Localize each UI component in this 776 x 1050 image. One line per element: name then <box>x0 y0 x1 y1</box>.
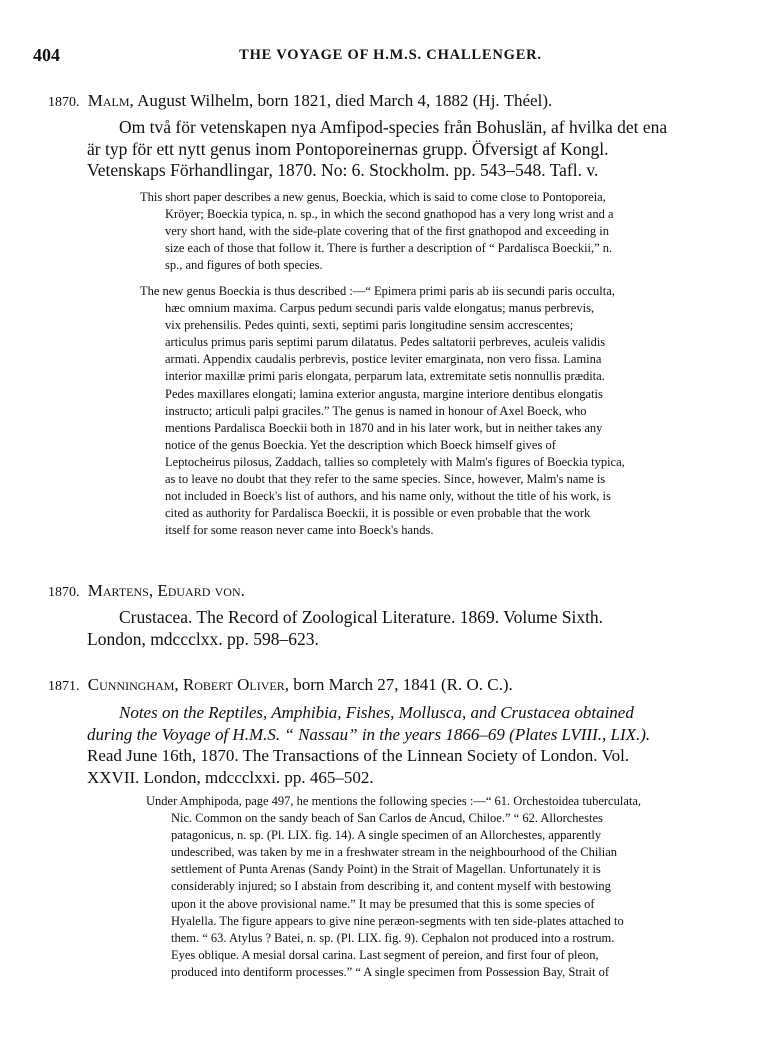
entry-heading-martens <box>48 580 738 604</box>
note-line: itself for some reason never came into Boeck's hands. <box>165 523 434 538</box>
note-line: size each of those that follow it. There is further a description of “ Pardalisca Boeckii,” n. <box>165 241 613 256</box>
note-line: Kröyer; Boeckia typica, n. sp., in which the second gnathopod has a very long wrist and a <box>165 207 614 222</box>
note-line: mentions Pardalisca Boeckii both in 1870 and in his later work, but in neither takes any <box>165 420 603 435</box>
page-number: 404 <box>33 45 60 65</box>
entry-note-malm-2 <box>140 283 736 539</box>
note-line: armati. Appendix caudalis perbrevis, postice leviter emarginata, non vero fissa. Lamina <box>165 352 602 367</box>
entry-year: 1870. <box>48 585 80 600</box>
title-line: XXVII. London, mdccclxxi. pp. 465–502. <box>87 767 374 787</box>
entry-author: Martens, Eduard von. <box>87 581 245 600</box>
note-line: notice of the genus Boeckia. Yet the description which Boeck himself gives of <box>165 437 556 452</box>
title-line: Crustacea. The Record of Zoological Literature. 1869. Volume Sixth. <box>119 607 604 627</box>
note-line: Under Amphipoda, page 497, he mentions the following species :—“ 61. Orchestoidea tuberculata, <box>146 794 642 808</box>
note-line: Pedes maxillares elongati; lamina exterior angusta, margine interiore dentibus elongatis <box>165 386 603 401</box>
note-line: patagonicus, n. sp. (Pl. LIX. fig. 14). A single specimen of an Allorchestes, apparently <box>171 828 602 843</box>
note-line: produced into dentiform processes.” “ A single specimen from Possession Bay, Strait of <box>171 964 610 979</box>
note-line: articulus primus paris septimi parum dilatatus. Pedes saltatorii perbreves, aculeis validis <box>165 335 606 350</box>
title-line: Om två för vetenskapen nya Amfipod-species från Bohuslän, af hvilka det ena <box>119 117 668 137</box>
page-header <box>33 45 748 67</box>
note-line: Hyalella. The figure appears to give nine peræon-segments with ten side-plates attached to <box>171 913 624 928</box>
note-line: Nic. Common on the sandy beach of San Carlos de Ancud, Chiloe.” “ 62. Allorchestes <box>171 811 603 826</box>
note-line: This short paper describes a new genus, Boeckia, which is said to come close to Pontoporeia, <box>140 190 606 204</box>
entry-author-details: , August Wilhelm, born 1821, died March 4, 1882 (Hj. Théel). <box>129 91 553 110</box>
note-line: undescribed, was taken by me in a freshwater stream in the neighbourhood of the Chilian <box>171 845 618 860</box>
entry-author: Malm <box>87 91 130 110</box>
note-line: interior maxillæ primi paris elongata, perparum lata, extremitate setis nonnullis prædita. <box>165 369 605 384</box>
note-line: instructo; articuli palpi graciles.” The genus is named in honour of Axel Boeck, who <box>165 403 587 418</box>
entry-heading-cunningham <box>48 674 738 698</box>
entry-author: Cunningham, Robert Oliver <box>87 675 285 694</box>
entry-title-martens <box>87 607 737 650</box>
note-line: cited as authority for Pardalisca Boeckii, it is possible or even probable that the work <box>165 506 591 521</box>
entry-year: 1871. <box>48 679 80 694</box>
entry-note-cunningham <box>146 793 738 981</box>
entry-heading-malm <box>48 90 738 114</box>
note-line: them. “ 63. Atylus ? Batei, n. sp. (Pl. LIX. fig. 9). Cephalon not produced into a rostrum. <box>171 930 615 945</box>
entry-title-malm <box>87 117 737 182</box>
note-line: hæc omnium maxima. Carpus pedum secundi paris valde elongatus; manus perbrevis, <box>165 301 595 316</box>
title-line: Vetenskaps Förhandlingar, 1870. No: 6. Stockholm. pp. 543–548. Tafl. v. <box>87 160 599 180</box>
title-line: during the Voyage of H.M.S. “ Nassau” in the years 1866–69 (Plates LVIII., LIX.). <box>87 724 651 744</box>
title-line: London, mdccclxx. pp. 598–623. <box>87 628 319 649</box>
running-title: THE VOYAGE OF H.M.S. CHALLENGER. <box>239 47 542 63</box>
note-line: The new genus Boeckia is thus described :—“ Epimera primi paris ab iis secundi paris occulta, <box>140 284 615 298</box>
note-line: upon it the above provisional name.” It may be presumed that this is some species of <box>171 896 595 911</box>
note-line: considerably injured; so I abstain from describing it, and content myself with bestowing <box>171 879 611 894</box>
note-line: as to leave no doubt that they refer to the same species. Since, however, Malm's name is <box>165 472 606 487</box>
note-line: vix prehensilis. Pedes quinti, sexti, septimi paris longitudine sensim accrescentes; <box>165 318 574 333</box>
entry-title-cunningham <box>87 702 737 788</box>
note-line: Eyes oblique. A mesial dorsal carina. Last segment of pereion, and first four of pleon, <box>171 947 599 962</box>
note-line: sp., and figures of both species. <box>165 258 323 273</box>
note-line: very short hand, with the side-plate covering that of the first gnathopod and exceeding in <box>165 224 609 239</box>
note-line: Leptocheirus pilosus, Zaddach, tallies so completely with Malm's figures of Boeckia typica, <box>165 454 625 469</box>
title-line: Notes on the Reptiles, Amphibia, Fishes, Mollusca, and Crustacea obtained <box>119 703 634 722</box>
note-line: not included in Boeck's list of authors, and his name only, without the title of his work, is <box>165 489 611 504</box>
note-line: settlement of Punta Arenas (Sandy Point) in the Strait of Magellan. Unfortunately it is <box>171 862 601 877</box>
title-line: är typ för ett nytt genus inom Pontoporeinernas grupp. Öfversigt af Kongl. <box>87 138 609 159</box>
entry-note-malm-1 <box>140 189 736 274</box>
entry-author-details: , born March 27, 1841 (R. O. C.). <box>284 675 513 694</box>
entry-year: 1870. <box>48 95 80 110</box>
title-line: Read June 16th, 1870. The Transactions of the Linnean Society of London. Vol. <box>87 746 630 765</box>
